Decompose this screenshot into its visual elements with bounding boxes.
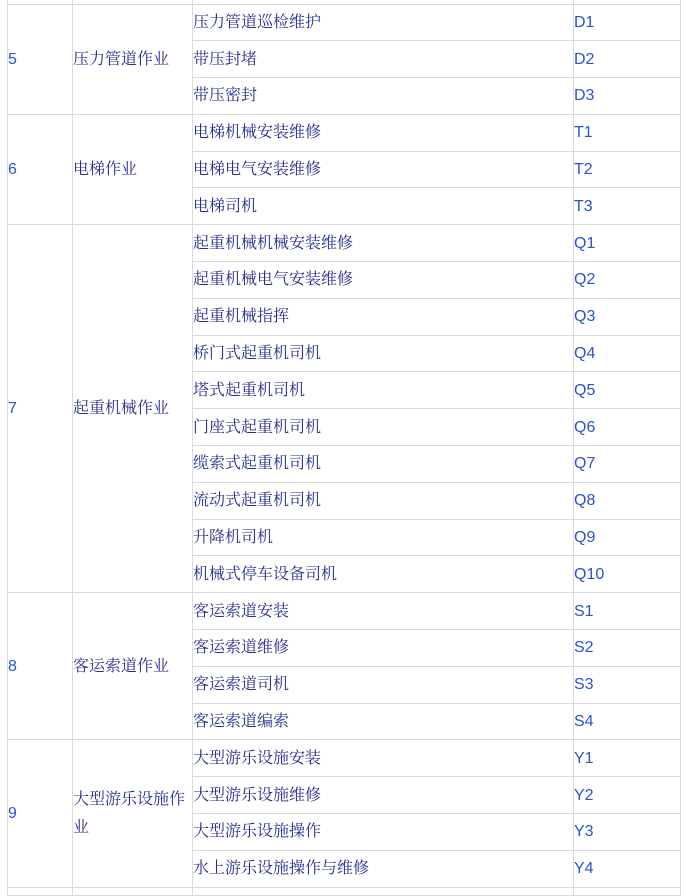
cell-item-name: 客运索道编索 xyxy=(193,703,574,740)
cell-item-name: 带压封堵 xyxy=(193,41,574,78)
cell-category-name: 客运索道作业 xyxy=(73,593,193,740)
cell-item-code: Y2 xyxy=(574,777,681,814)
cell-item-name: 起重机械电气安装维修 xyxy=(193,262,574,299)
cell-item-code: D2 xyxy=(574,41,681,78)
cell-item-name: 客运索道维修 xyxy=(193,630,574,667)
cell-item-code: Q6 xyxy=(574,409,681,446)
cell-item-code: Q2 xyxy=(574,262,681,299)
cell-item-code: S2 xyxy=(574,630,681,667)
cell-item-code: Q10 xyxy=(574,556,681,593)
cell-category-name: 大型游乐设施作业 xyxy=(73,740,193,887)
cell-item-code: Q3 xyxy=(574,298,681,335)
table-row xyxy=(8,593,681,630)
special-equipment-operations-table xyxy=(7,0,681,896)
cell-group-number: 7 xyxy=(8,225,73,593)
cell-item-name: 门座式起重机司机 xyxy=(193,409,574,446)
cell-item-name: 电梯机械安装维修 xyxy=(193,114,574,151)
cell-item-code: D3 xyxy=(574,78,681,115)
cell-item-name: 起重机械指挥 xyxy=(193,298,574,335)
cell-item-code: Q7 xyxy=(574,446,681,483)
table-row xyxy=(8,114,681,151)
cell-group-number: 8 xyxy=(8,593,73,740)
cell-item-name: 桥门式起重机司机 xyxy=(193,335,574,372)
cell-item-code: S4 xyxy=(574,703,681,740)
cell-item-code: Q5 xyxy=(574,372,681,409)
cell-item-code: S3 xyxy=(574,666,681,703)
cell-item-code: T1 xyxy=(574,114,681,151)
table-row xyxy=(8,225,681,262)
cell-item-name: 带压密封 xyxy=(193,78,574,115)
cell-item-name: 压力管道巡检维护 xyxy=(193,4,574,41)
cell-category-name: 起重机械作业 xyxy=(73,225,193,593)
cell-item-name: 塔式起重机司机 xyxy=(193,372,574,409)
cell-item-code: S1 xyxy=(574,593,681,630)
cell-item-code: Q8 xyxy=(574,482,681,519)
cell-group-number: 6 xyxy=(8,114,73,224)
cell-category-name: 压力管道作业 xyxy=(73,4,193,114)
cell-item-name: 升降机司机 xyxy=(193,519,574,556)
cell-item-code: Q1 xyxy=(574,225,681,262)
cell-item-code: Q4 xyxy=(574,335,681,372)
cell-item-code: Y1 xyxy=(574,740,681,777)
cell-item-name: 大型游乐设施安装 xyxy=(193,740,574,777)
cell-item-code: Q9 xyxy=(574,519,681,556)
table-row xyxy=(8,4,681,41)
cell-item-name: 客运索道司机 xyxy=(193,666,574,703)
cell-group-number: 5 xyxy=(8,4,73,114)
cell-item-code: T3 xyxy=(574,188,681,225)
cell-group-number: 9 xyxy=(8,740,73,887)
cell-item-name: 大型游乐设施操作 xyxy=(193,814,574,851)
cell-item-name: 水上游乐设施操作与维修 xyxy=(193,850,574,887)
table-row xyxy=(8,740,681,777)
cell-item-name: 流动式起重机司机 xyxy=(193,482,574,519)
cell-item-name: 电梯电气安装维修 xyxy=(193,151,574,188)
cell-item-name: 起重机械机械安装维修 xyxy=(193,225,574,262)
cell-category-name: 电梯作业 xyxy=(73,114,193,224)
cell-item-name: 大型游乐设施维修 xyxy=(193,777,574,814)
cell-item-code: D1 xyxy=(574,4,681,41)
cell-item-name: 机械式停车设备司机 xyxy=(193,556,574,593)
cell-item-code: T2 xyxy=(574,151,681,188)
cell-item-code: Y3 xyxy=(574,814,681,851)
cell-item-name: 客运索道安装 xyxy=(193,593,574,630)
cell-item-code: Y4 xyxy=(574,850,681,887)
cell-item-name: 缆索式起重机司机 xyxy=(193,446,574,483)
cell-item-name: 电梯司机 xyxy=(193,188,574,225)
